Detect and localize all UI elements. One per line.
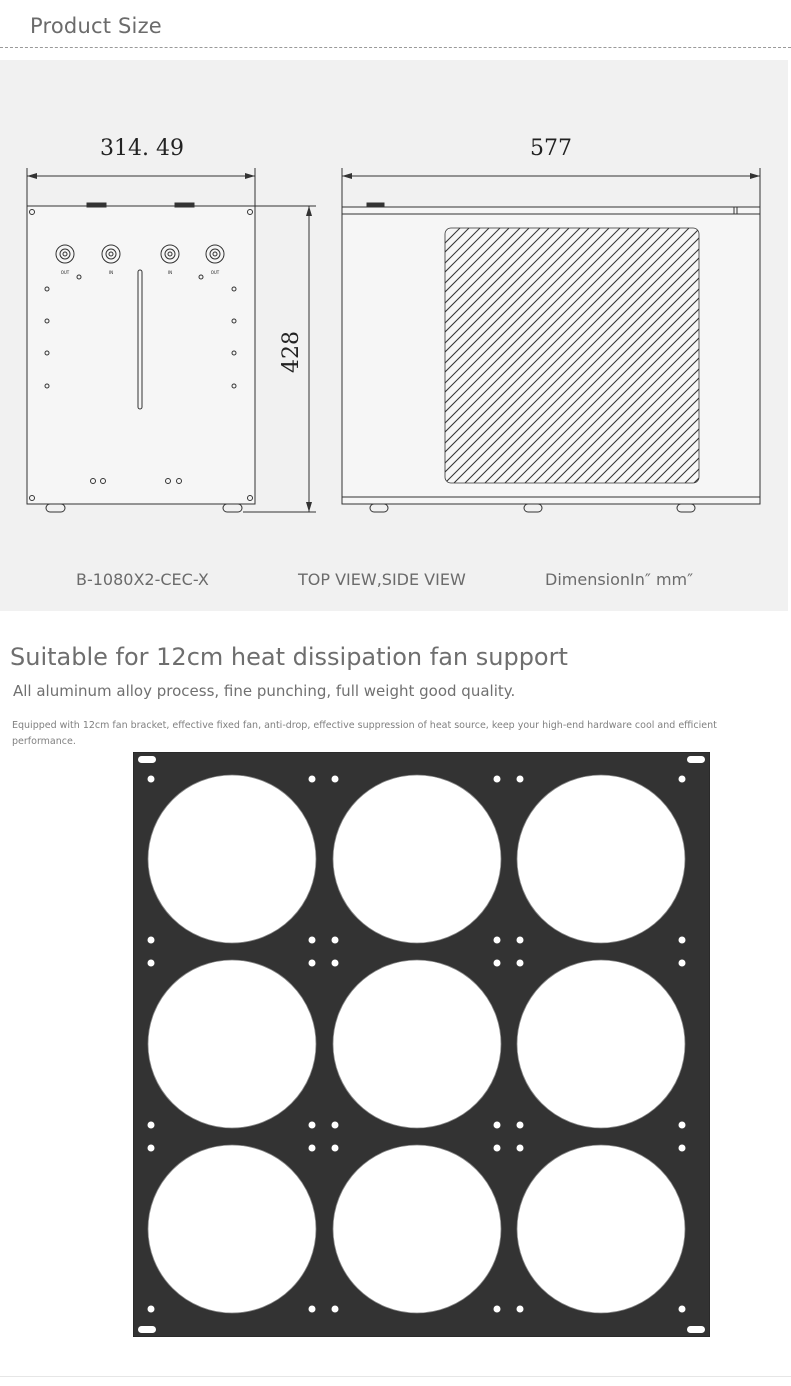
mount-slot xyxy=(687,1326,705,1333)
port-label: IN xyxy=(108,270,114,275)
screw-hole xyxy=(148,776,155,783)
screw-hole xyxy=(679,1145,686,1152)
fan-cutout xyxy=(148,960,316,1128)
model-caption: B-1080X2-CEC-X xyxy=(76,570,209,589)
screw-hole xyxy=(309,960,316,967)
screw-hole xyxy=(148,1306,155,1313)
mount-slot xyxy=(138,756,156,763)
screw-hole xyxy=(679,960,686,967)
width-dimension-label: 314. 49 xyxy=(100,136,184,161)
screw-hole xyxy=(309,937,316,944)
screw-hole xyxy=(494,1145,501,1152)
screw-hole xyxy=(494,1306,501,1313)
screw-hole xyxy=(679,776,686,783)
dimension-drawing-panel xyxy=(0,60,788,611)
screw-hole xyxy=(494,776,501,783)
feature-description: Equipped with 12cm fan bracket, effective fixed fan, anti-drop, effective suppression of heat source, keep your high-end hardware cool and efficient performance. xyxy=(12,720,717,747)
fan-cutout xyxy=(517,1145,685,1313)
screw-hole xyxy=(332,1145,339,1152)
screw-hole xyxy=(309,1122,316,1129)
fan-cutout xyxy=(517,960,685,1128)
views-caption: TOP VIEW,SIDE VIEW xyxy=(298,570,466,589)
unit-caption: DimensionIn″ mm″ xyxy=(545,570,694,589)
screw-hole xyxy=(679,1122,686,1129)
screw-hole xyxy=(148,1122,155,1129)
fan-cutout xyxy=(333,775,501,943)
fan-cutout xyxy=(148,775,316,943)
section-title: Product Size xyxy=(30,14,162,38)
port-label: OUT xyxy=(60,270,70,275)
screw-hole xyxy=(517,776,524,783)
screw-hole xyxy=(332,776,339,783)
screw-hole xyxy=(517,937,524,944)
port-label: OUT xyxy=(210,270,220,275)
height-dimension-label: 428 xyxy=(279,331,304,373)
screw-hole xyxy=(517,1306,524,1313)
fan-cutout xyxy=(333,1145,501,1313)
screw-hole xyxy=(332,1306,339,1313)
screw-hole xyxy=(332,960,339,967)
screw-hole xyxy=(148,960,155,967)
screw-hole xyxy=(309,1145,316,1152)
length-dimension-label: 577 xyxy=(530,136,572,161)
screw-hole xyxy=(517,960,524,967)
port-label: IN xyxy=(167,270,173,275)
screw-hole xyxy=(494,1122,501,1129)
feature-subheading: All aluminum alloy process, fine punching, full weight good quality. xyxy=(13,682,516,700)
feature-heading: Suitable for 12cm heat dissipation fan support xyxy=(10,643,568,671)
screw-hole xyxy=(332,937,339,944)
screw-hole xyxy=(679,1306,686,1313)
screw-hole xyxy=(494,937,501,944)
fan-cutout xyxy=(517,775,685,943)
screw-hole xyxy=(332,1122,339,1129)
bottom-divider xyxy=(0,1376,791,1377)
fan-cutout xyxy=(148,1145,316,1313)
screw-hole xyxy=(148,937,155,944)
screw-hole xyxy=(679,937,686,944)
screw-hole xyxy=(309,1306,316,1313)
section-header xyxy=(0,0,791,52)
screw-hole xyxy=(517,1145,524,1152)
screw-hole xyxy=(517,1122,524,1129)
screw-hole xyxy=(494,960,501,967)
technical-drawing xyxy=(0,60,788,611)
screw-hole xyxy=(148,1145,155,1152)
mount-slot xyxy=(687,756,705,763)
mount-slot xyxy=(138,1326,156,1333)
fan-bracket-image xyxy=(133,752,710,1337)
screw-hole xyxy=(309,776,316,783)
fan-cutout xyxy=(333,960,501,1128)
dashed-divider xyxy=(0,47,791,48)
